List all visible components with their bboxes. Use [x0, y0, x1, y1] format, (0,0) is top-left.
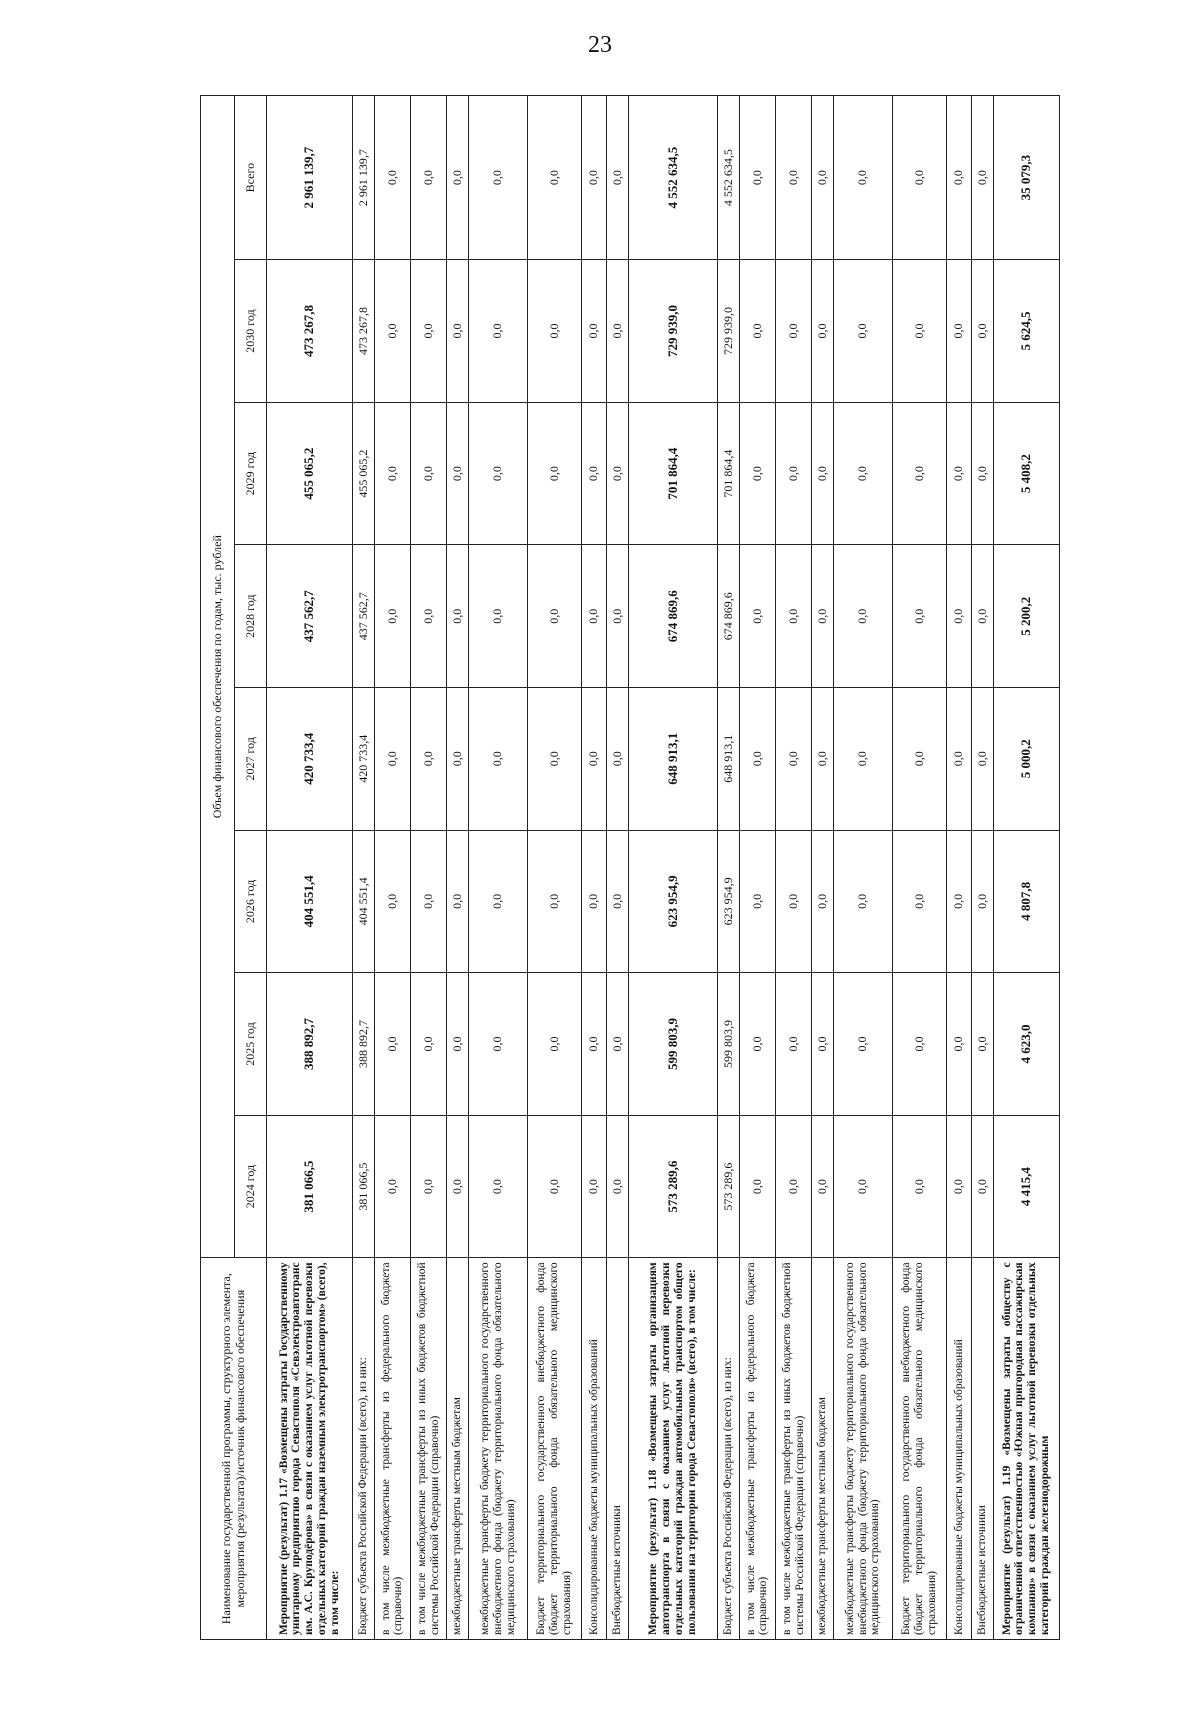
row-name-text: в том числе межбюджетные трансферты из иных бюджетов бюджетной системы Российской Федерации (справочно): [415, 1262, 441, 1635]
value-cell: 0,0: [776, 688, 812, 831]
value-cell: 0,0: [946, 96, 972, 260]
row-name-text: Мероприятие (результат) 1.18 «Возмещены затраты организациям автотранспорта в связи с оказанием услуг льготной перевозки отдельных категорий граждан автомобильным транспортом общего пользования на территории города Севастополя» (всего), в том числе:: [647, 1262, 698, 1635]
table-row: [468, 96, 528, 1640]
table-row: [528, 96, 581, 1640]
table-row: [374, 96, 410, 1640]
row-name-text: межбюджетные трансферты бюджету территориального государственного внебюджетного фонда (бюджету территориального фонда обязательного медицинского страхования): [478, 1262, 517, 1635]
value-cell: 701 864,4: [628, 402, 718, 545]
row-name-text: межбюджетные трансферты местным бюджетам: [816, 1397, 829, 1635]
table-row: [893, 96, 946, 1640]
value-cell: 0,0: [528, 830, 581, 973]
row-name-cell: [893, 1258, 946, 1640]
row-name-cell: [739, 1258, 775, 1640]
value-cell: 623 954,9: [628, 830, 718, 973]
value-cell: 0,0: [776, 1115, 812, 1258]
value-cell: 0,0: [447, 260, 468, 403]
row-name-text: Внебюджетные источники: [976, 1505, 989, 1635]
value-cell: 0,0: [411, 402, 447, 545]
value-cell: 455 065,2: [353, 402, 374, 545]
value-cell: 0,0: [447, 830, 468, 973]
row-name-text: Мероприятие (результат) 1.19 «Возмещены затраты обществу с ограниченной ответственностью «Южная пригородная пассажирская компания» в связи с оказанием услуг льготной перевозки отдельных категорий граждан железнодорожным: [1000, 1262, 1052, 1635]
value-cell: 0,0: [812, 260, 833, 403]
value-cell: 0,0: [972, 96, 993, 260]
row-name-text: Бюджет территориального государственного внебюджетного фонда (бюджет территориального фонда обязательного медицинского страхования): [900, 1262, 939, 1635]
header-year-cell: 2025 год: [235, 973, 267, 1116]
value-cell: 623 954,9: [718, 830, 739, 973]
value-cell: 729 939,0: [628, 260, 718, 403]
value-cell: 0,0: [739, 96, 775, 260]
value-cell: 0,0: [893, 1115, 946, 1258]
value-cell: 381 066,5: [353, 1115, 374, 1258]
row-name-cell: [993, 1258, 1059, 1640]
value-cell: 0,0: [607, 688, 628, 831]
row-name-cell: [776, 1258, 812, 1640]
value-cell: 0,0: [411, 260, 447, 403]
value-cell: 0,0: [893, 96, 946, 260]
value-cell: 0,0: [528, 973, 581, 1116]
value-cell: 0,0: [812, 688, 833, 831]
value-cell: 0,0: [739, 688, 775, 831]
row-name-cell: [972, 1258, 993, 1640]
value-cell: 388 892,7: [267, 973, 353, 1116]
value-cell: 420 733,4: [267, 688, 353, 831]
value-cell: 0,0: [972, 260, 993, 403]
value-cell: 0,0: [411, 830, 447, 973]
value-cell: 2 961 139,7: [267, 96, 353, 260]
value-cell: 0,0: [739, 1115, 775, 1258]
value-cell: 437 562,7: [353, 545, 374, 688]
header-row-group: [201, 96, 235, 1640]
value-cell: 0,0: [776, 973, 812, 1116]
value-cell: 0,0: [946, 1115, 972, 1258]
value-cell: 0,0: [893, 545, 946, 688]
value-cell: 0,0: [374, 688, 410, 831]
value-cell: 0,0: [468, 973, 528, 1116]
table-row: [607, 96, 628, 1640]
value-cell: 0,0: [374, 96, 410, 260]
value-cell: 404 551,4: [267, 830, 353, 973]
header-year-cell: 2026 год: [235, 830, 267, 973]
table-row: [628, 96, 718, 1640]
row-name-text: Бюджет субъекта Российской Федерации (всего), из них:: [722, 1357, 735, 1635]
value-cell: 701 864,4: [718, 402, 739, 545]
value-cell: 0,0: [946, 688, 972, 831]
row-name-text: Консолидированные бюджеты муниципальных образований: [587, 1339, 600, 1635]
value-cell: 0,0: [972, 973, 993, 1116]
row-name-text: в том числе межбюджетные трансферты из иных бюджетов бюджетной системы Российской Федерации (справочно): [780, 1262, 806, 1635]
value-cell: 0,0: [528, 402, 581, 545]
rotated-page-area: [200, 95, 1060, 1640]
value-cell: 0,0: [946, 402, 972, 545]
value-cell: 0,0: [607, 260, 628, 403]
table-row: [739, 96, 775, 1640]
header-year-cell: 2028 год: [235, 545, 267, 688]
value-cell: 4 552 634,5: [718, 96, 739, 260]
row-name-text: Бюджет субъекта Российской Федерации (всего), из них:: [357, 1357, 370, 1635]
value-cell: 0,0: [972, 402, 993, 545]
value-cell: 0,0: [581, 260, 607, 403]
value-cell: 0,0: [812, 96, 833, 260]
value-cell: 0,0: [581, 96, 607, 260]
value-cell: 0,0: [893, 260, 946, 403]
row-name-text: Консолидированные бюджеты муниципальных образований: [952, 1339, 965, 1635]
row-name-text: в том числе межбюджетные трансферты из федерального бюджета (справочно): [744, 1262, 770, 1635]
value-cell: 674 869,6: [718, 545, 739, 688]
value-cell: 0,0: [833, 545, 893, 688]
value-cell: 729 939,0: [718, 260, 739, 403]
value-cell: 648 913,1: [628, 688, 718, 831]
value-cell: 0,0: [833, 96, 893, 260]
value-cell: 0,0: [776, 402, 812, 545]
row-name-cell: [411, 1258, 447, 1640]
value-cell: 455 065,2: [267, 402, 353, 545]
row-name-text: межбюджетные трансферты местным бюджетам: [451, 1397, 464, 1635]
value-cell: 648 913,1: [718, 688, 739, 831]
value-cell: 0,0: [946, 545, 972, 688]
value-cell: 0,0: [468, 260, 528, 403]
value-cell: 0,0: [468, 688, 528, 831]
header-year-cell: 2024 год: [235, 1115, 267, 1258]
value-cell: 473 267,8: [353, 260, 374, 403]
value-cell: 0,0: [972, 545, 993, 688]
value-cell: 0,0: [946, 260, 972, 403]
value-cell: 0,0: [581, 688, 607, 831]
value-cell: 0,0: [607, 402, 628, 545]
value-cell: 388 892,7: [353, 973, 374, 1116]
value-cell: 5 624,5: [993, 260, 1059, 403]
value-cell: 404 551,4: [353, 830, 374, 973]
table-row: [972, 96, 993, 1640]
value-cell: 5 200,2: [993, 545, 1059, 688]
value-cell: 0,0: [607, 545, 628, 688]
header-year-cell: 2030 год: [235, 260, 267, 403]
value-cell: 5 408,2: [993, 402, 1059, 545]
value-cell: 0,0: [893, 830, 946, 973]
value-cell: 0,0: [411, 973, 447, 1116]
value-cell: 381 066,5: [267, 1115, 353, 1258]
row-name-cell: [374, 1258, 410, 1640]
value-cell: 473 267,8: [267, 260, 353, 403]
value-cell: 2 961 139,7: [353, 96, 374, 260]
value-cell: 0,0: [447, 402, 468, 545]
value-cell: 573 289,6: [628, 1115, 718, 1258]
value-cell: 0,0: [739, 545, 775, 688]
value-cell: 35 079,3: [993, 96, 1059, 260]
header-group-cell: Объем финансового обеспечения по годам, тыс. рублей: [201, 96, 235, 1258]
header-year-cell: 2029 год: [235, 402, 267, 545]
value-cell: 0,0: [528, 260, 581, 403]
row-name-cell: [833, 1258, 893, 1640]
row-name-cell: [267, 1258, 353, 1640]
value-cell: 0,0: [812, 973, 833, 1116]
value-cell: 0,0: [833, 402, 893, 545]
value-cell: 4 807,8: [993, 830, 1059, 973]
value-cell: 599 803,9: [628, 973, 718, 1116]
header-year-cell: Всего: [235, 96, 267, 260]
page-number: 23: [588, 32, 612, 58]
header-name-cell: Наименование государственной программы, структурного элемента, мероприятия (результата)/источник финансового обеспечения: [201, 1258, 267, 1640]
row-name-cell: [628, 1258, 718, 1640]
value-cell: 599 803,9: [718, 973, 739, 1116]
value-cell: 573 289,6: [718, 1115, 739, 1258]
value-cell: 0,0: [468, 545, 528, 688]
value-cell: 0,0: [528, 545, 581, 688]
value-cell: 0,0: [812, 830, 833, 973]
value-cell: 0,0: [833, 260, 893, 403]
value-cell: 5 000,2: [993, 688, 1059, 831]
row-name-cell: [812, 1258, 833, 1640]
value-cell: 4 552 634,5: [628, 96, 718, 260]
value-cell: 0,0: [447, 1115, 468, 1258]
table-row: [833, 96, 893, 1640]
table-row: [776, 96, 812, 1640]
value-cell: 0,0: [374, 973, 410, 1116]
value-cell: 0,0: [812, 545, 833, 688]
value-cell: 0,0: [893, 402, 946, 545]
value-cell: 0,0: [374, 402, 410, 545]
row-name-text: Внебюджетные источники: [611, 1505, 624, 1635]
value-cell: 0,0: [468, 1115, 528, 1258]
value-cell: 0,0: [833, 688, 893, 831]
value-cell: 0,0: [447, 96, 468, 260]
table-row: [946, 96, 972, 1640]
value-cell: 0,0: [607, 830, 628, 973]
row-name-cell: [718, 1258, 739, 1640]
value-cell: 0,0: [411, 96, 447, 260]
value-cell: 0,0: [776, 260, 812, 403]
value-cell: 0,0: [812, 402, 833, 545]
value-cell: 0,0: [447, 973, 468, 1116]
row-name-cell: [468, 1258, 528, 1640]
row-name-cell: [607, 1258, 628, 1640]
table-row: [718, 96, 739, 1640]
value-cell: 0,0: [893, 688, 946, 831]
value-cell: 437 562,7: [267, 545, 353, 688]
value-cell: 0,0: [739, 402, 775, 545]
value-cell: 0,0: [812, 1115, 833, 1258]
value-cell: 0,0: [972, 1115, 993, 1258]
value-cell: 0,0: [946, 830, 972, 973]
row-name-text: Мероприятие (результат) 1.17 «Возмещены затраты Государственному унитарному предприятию города Севастополя «Севэлектроавтотранс им. А.С. Круподёрова» в связи с оказанием услуг льготной перевозки отдельных категорий граждан наземным электротранспортом» (всего), в том числе:: [277, 1262, 342, 1635]
value-cell: 0,0: [447, 688, 468, 831]
value-cell: 0,0: [468, 96, 528, 260]
value-cell: 4 623,0: [993, 973, 1059, 1116]
value-cell: 0,0: [972, 830, 993, 973]
table-row: [267, 96, 353, 1640]
table-row: [993, 96, 1059, 1640]
value-cell: 0,0: [972, 688, 993, 831]
value-cell: 0,0: [581, 402, 607, 545]
value-cell: 0,0: [776, 830, 812, 973]
value-cell: 0,0: [833, 830, 893, 973]
value-cell: 0,0: [528, 688, 581, 831]
value-cell: 0,0: [528, 1115, 581, 1258]
value-cell: 0,0: [607, 973, 628, 1116]
table-row: [812, 96, 833, 1640]
value-cell: 0,0: [411, 545, 447, 688]
value-cell: 0,0: [374, 545, 410, 688]
row-name-text: в том числе межбюджетные трансферты из федерального бюджета (справочно): [379, 1262, 405, 1635]
row-name-text: межбюджетные трансферты бюджету территориального государственного внебюджетного фонда (бюджету территориального фонда обязательного медицинского страхования): [843, 1262, 882, 1635]
header-year-cell: 2027 год: [235, 688, 267, 831]
value-cell: 0,0: [776, 96, 812, 260]
table-row: [411, 96, 447, 1640]
table-body: [267, 96, 1060, 1640]
value-cell: 0,0: [946, 973, 972, 1116]
value-cell: 0,0: [739, 260, 775, 403]
value-cell: 4 415,4: [993, 1115, 1059, 1258]
value-cell: 0,0: [833, 1115, 893, 1258]
table-row: [447, 96, 468, 1640]
value-cell: 0,0: [581, 545, 607, 688]
table-row: [353, 96, 374, 1640]
value-cell: 0,0: [468, 402, 528, 545]
value-cell: 0,0: [374, 1115, 410, 1258]
value-cell: 0,0: [581, 830, 607, 973]
value-cell: 0,0: [776, 545, 812, 688]
value-cell: 0,0: [468, 830, 528, 973]
value-cell: 0,0: [411, 688, 447, 831]
row-name-cell: [946, 1258, 972, 1640]
value-cell: 0,0: [739, 830, 775, 973]
value-cell: 0,0: [447, 545, 468, 688]
value-cell: 0,0: [581, 1115, 607, 1258]
value-cell: 420 733,4: [353, 688, 374, 831]
row-name-cell: [528, 1258, 581, 1640]
financing-table: [200, 95, 1060, 1640]
rotated-table-container: [200, 95, 1060, 1640]
row-name-cell: [353, 1258, 374, 1640]
row-name-text: Бюджет территориального государственного внебюджетного фонда (бюджет территориального фонда обязательного медицинского страхования): [535, 1262, 574, 1635]
value-cell: 0,0: [411, 1115, 447, 1258]
value-cell: 0,0: [607, 96, 628, 260]
value-cell: 0,0: [739, 973, 775, 1116]
value-cell: 674 869,6: [628, 545, 718, 688]
value-cell: 0,0: [833, 973, 893, 1116]
value-cell: 0,0: [374, 830, 410, 973]
value-cell: 0,0: [581, 973, 607, 1116]
row-name-cell: [581, 1258, 607, 1640]
row-name-cell: [447, 1258, 468, 1640]
value-cell: 0,0: [893, 973, 946, 1116]
value-cell: 0,0: [374, 260, 410, 403]
value-cell: 0,0: [528, 96, 581, 260]
value-cell: 0,0: [607, 1115, 628, 1258]
table-row: [581, 96, 607, 1640]
